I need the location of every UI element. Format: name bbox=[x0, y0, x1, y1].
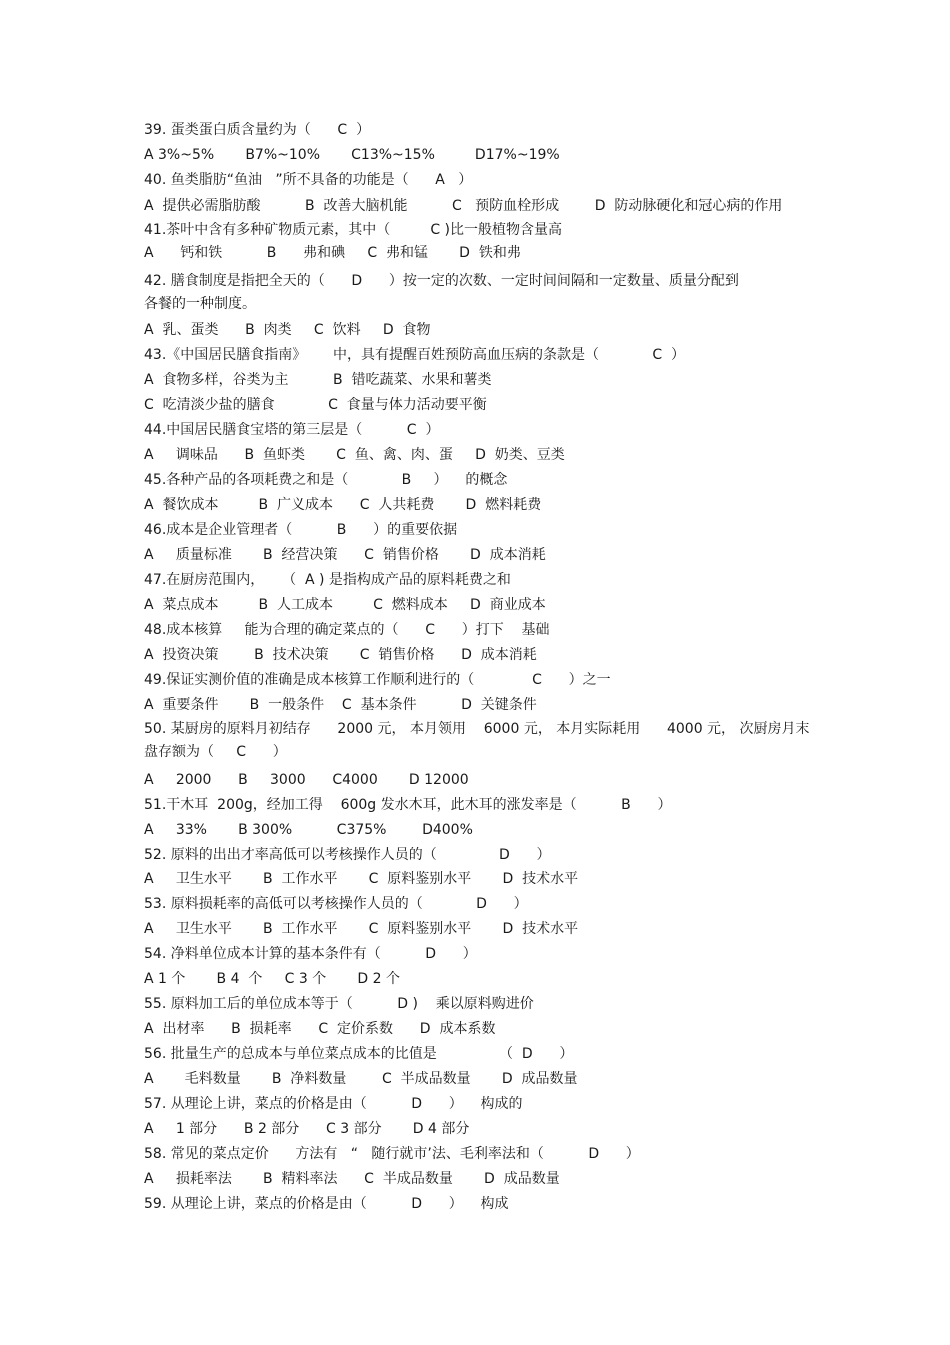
question-39: 39. 蛋类蛋白质含量约为（ C ） bbox=[144, 122, 371, 138]
options-44: A 调味品 B 鱼虾类 C 鱼、禽、肉、蛋 D 奶类、豆类 bbox=[144, 447, 565, 463]
options-51: A 33% B 300% C375% D400% bbox=[144, 822, 473, 838]
options-56: A 毛料数量 B 净料数量 C 半成品数量 D 成品数量 bbox=[144, 1071, 578, 1087]
question-50: 50. 某厨房的原料月初结存 2000 元， 本月领用 6000 元， 本月实际耗用 4000 元， 次厨房月末 bbox=[144, 721, 810, 737]
options-46: A 质量标准 B 经营决策 C 销售价格 D 成本消耗 bbox=[144, 547, 546, 563]
options-57: A 1 部分 B 2 部分 C 3 部分 D 4 部分 bbox=[144, 1121, 470, 1137]
question-45: 45.各种产品的各项耗费之和是（ B ） 的概念 bbox=[144, 472, 508, 488]
options-54: A 1 个 B 4 个 C 3 个 D 2 个 bbox=[144, 971, 400, 987]
question-54: 54. 净料单位成本计算的基本条件有（ D ） bbox=[144, 946, 477, 962]
question-43: 43.《中国居民膳食指南》 中，具有提醒百姓预防高血压病的条款是（ C ） bbox=[144, 347, 686, 363]
question-52: 52. 原料的出出才率高低可以考核操作人员的（ D ） bbox=[144, 847, 551, 863]
question-42: 42. 膳食制度是指把全天的（ D ）按一定的次数、一定时间间隔和一定数量、质量分配到 bbox=[144, 273, 739, 289]
question-51: 51.干木耳 200g，经加工得 600g 发水木耳，此木耳的涨发率是（ B ） bbox=[144, 797, 672, 813]
question-46: 46.成本是企业管理者（ B ）的重要依据 bbox=[144, 522, 458, 538]
options-43-row2: C 吃清淡少盐的膳食 C 食量与体力活动要平衡 bbox=[144, 397, 487, 413]
question-47: 47.在厨房范围内， （ A ) 是指构成产品的原料耗费之和 bbox=[144, 572, 511, 588]
question-58: 58. 常见的菜点定价 方法有 “ 随行就市’法、毛利率法和（ D ） bbox=[144, 1146, 640, 1162]
options-41: A 钙和铁 B 弗和碘 C 弗和锰 D 铁和弗 bbox=[144, 245, 521, 261]
question-53: 53. 原料损耗率的高低可以考核操作人员的（ D ） bbox=[144, 896, 528, 912]
question-56: 56. 批量生产的总成本与单位菜点成本的比值是 （ D ） bbox=[144, 1046, 574, 1062]
options-48: A 投资决策 B 技术决策 C 销售价格 D 成本消耗 bbox=[144, 647, 537, 663]
options-53: A 卫生水平 B 工作水平 C 原料鉴别水平 D 技术水平 bbox=[144, 921, 579, 937]
question-49: 49.保证实测价值的准确是成本核算工作顺利进行的（ C ）之一 bbox=[144, 672, 611, 688]
options-47: A 菜点成本 B 人工成本 C 燃料成本 D 商业成本 bbox=[144, 597, 546, 613]
options-39: A 3%~5% B7%~10% C13%~15% D17%~19% bbox=[144, 147, 560, 163]
options-58: A 损耗率法 B 精料率法 C 半成品数量 D 成品数量 bbox=[144, 1171, 560, 1187]
options-40: A 提供必需脂肪酸 B 改善大脑机能 C 预防血栓形成 D 防动脉硬化和冠心病的作用 bbox=[144, 198, 783, 214]
question-57: 57. 从理论上讲，菜点的价格是由（ D ） 构成的 bbox=[144, 1096, 523, 1112]
options-55: A 出材率 B 损耗率 C 定价系数 D 成本系数 bbox=[144, 1021, 496, 1037]
options-52: A 卫生水平 B 工作水平 C 原料鉴别水平 D 技术水平 bbox=[144, 871, 579, 887]
options-43-row1: A 食物多样，谷类为主 B 错吃蔬菜、水果和薯类 bbox=[144, 372, 492, 388]
question-55: 55. 原料加工后的单位成本等于（ D ) 乘以原料购进价 bbox=[144, 996, 534, 1012]
question-42-continued: 各餐的一种制度。 bbox=[144, 296, 256, 312]
options-49: A 重要条件 B 一般条件 C 基本条件 D 关键条件 bbox=[144, 697, 537, 713]
options-50: A 2000 B 3000 C4000 D 12000 bbox=[144, 772, 469, 788]
question-41: 41.茶叶中含有多种矿物质元素，其中（ C )比一般植物含量高 bbox=[144, 222, 563, 238]
question-48: 48.成本核算 能为合理的确定菜点的（ C ）打下 基础 bbox=[144, 622, 550, 638]
question-44: 44.中国居民膳食宝塔的第三层是（ C ） bbox=[144, 422, 440, 438]
options-42: A 乳、蛋类 B 肉类 C 饮料 D 食物 bbox=[144, 322, 431, 338]
options-45: A 餐饮成本 B 广义成本 C 人共耗费 D 燃料耗费 bbox=[144, 497, 542, 513]
question-40: 40. 鱼类脂肪“鱼油 ”所不具备的功能是（ A ） bbox=[144, 172, 473, 188]
question-59: 59. 从理论上讲，菜点的价格是由（ D ） 构成 bbox=[144, 1196, 509, 1212]
question-50-continued: 盘存额为（ C ） bbox=[144, 744, 287, 760]
